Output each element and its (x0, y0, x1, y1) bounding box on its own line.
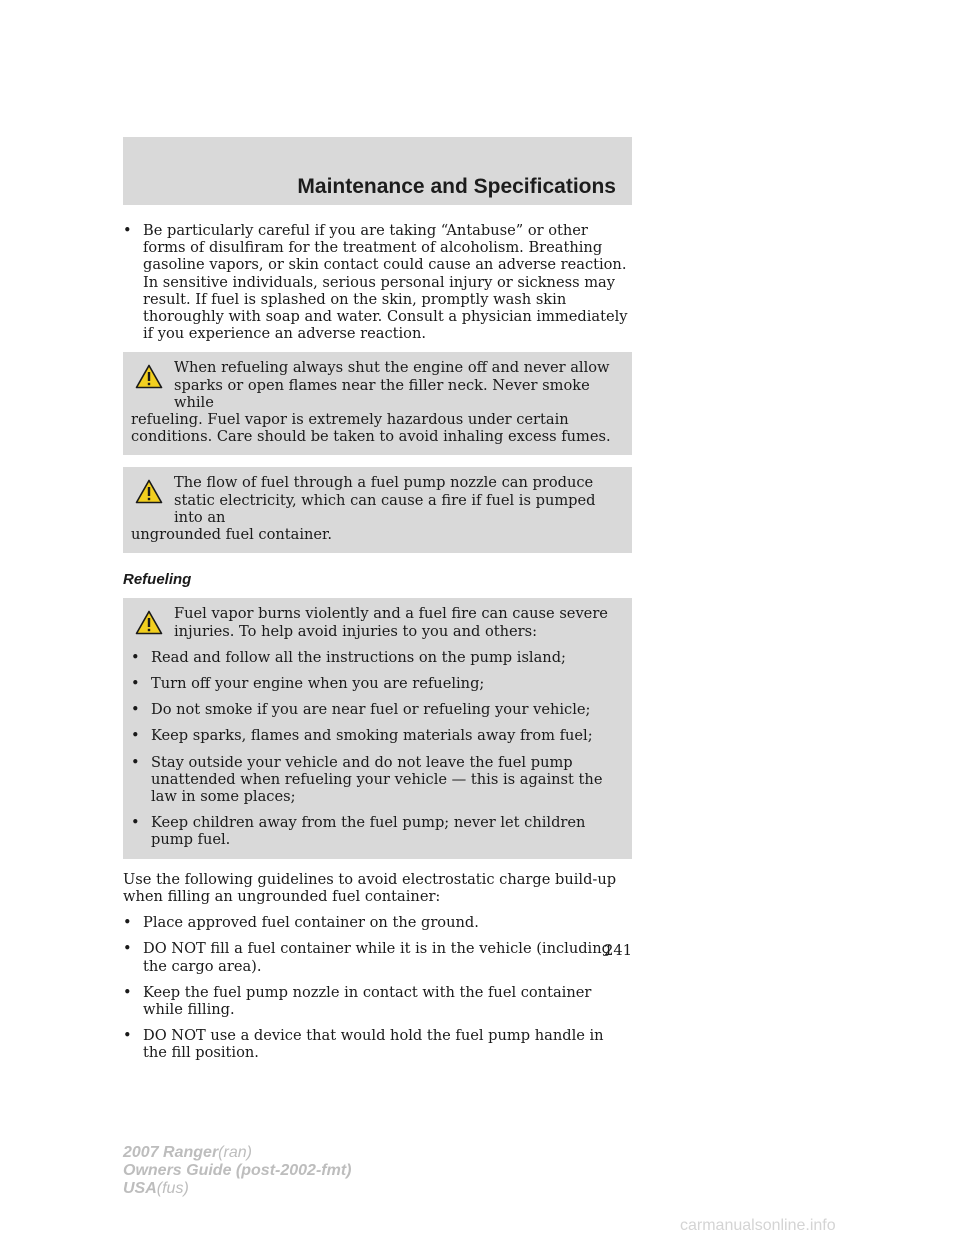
document-footer (123, 1144, 351, 1198)
list-item (123, 222, 632, 342)
bullet-mark: • (131, 701, 140, 719)
list-item (131, 754, 624, 806)
warning-triangle-icon (135, 479, 163, 504)
bullet-text: Stay outside your vehicle and do not leave the fuel pump unattended when refueling your vehicle — this is against the law in some places; (151, 753, 603, 806)
list-item (131, 675, 624, 692)
bullet-mark: • (123, 914, 132, 932)
list-item (131, 701, 624, 718)
bullet-mark: • (123, 983, 132, 1001)
list-item (123, 984, 632, 1018)
footer-model-code: (ran) (218, 1144, 252, 1161)
refueling-warning-box (123, 598, 632, 858)
warning-text: The flow of fuel through a fuel pump nozzle can produce static electricity, which can cause a fire if fuel is pumped into an (174, 474, 596, 526)
warning-triangle-icon (135, 610, 163, 635)
bullet-text: Do not smoke if you are near fuel or refueling your vehicle; (151, 701, 591, 719)
bullet-mark: • (123, 940, 132, 958)
bullet-mark: • (131, 753, 140, 771)
bullet-mark: • (131, 675, 140, 693)
bullet-mark: • (131, 814, 140, 832)
bullet-mark: • (123, 222, 132, 239)
bullet-text: Turn off your engine when you are refueling; (151, 675, 485, 693)
page-title: Maintenance and Specifications (297, 175, 616, 198)
guidelines-intro: Use the following guidelines to avoid electrostatic charge build-up when filling an ungrounded fuel container: (123, 870, 617, 905)
bullet-text: Be particularly careful if you are taking “Antabuse” or other forms of disulfiram for the treatment of alcoholism. Breathing gasoline vapors, or skin contact could cause an adverse reaction. In sensitive individuals, serious personal injury or sickness may result. If fuel is splashed on the skin, promptly wash skin thoroughly with soap and water. Consult a physician immediately if you experience an adverse reaction. (143, 222, 628, 343)
footer-line-region (123, 1180, 351, 1198)
footer-line-model (123, 1144, 351, 1162)
warning-box (123, 352, 632, 455)
bullet-mark: • (131, 727, 140, 745)
warning-text: Fuel vapor burns violently and a fuel fire can cause severe injuries. To help avoid injuries to you and others: (174, 605, 608, 640)
bullet-text: Keep the fuel pump nozzle in contact with the fuel container while filling. (143, 983, 592, 1018)
warning-first-lines (131, 474, 624, 526)
footer-model: 2007 Ranger (123, 1144, 219, 1161)
header-band (123, 137, 632, 205)
bullet-text: DO NOT use a device that would hold the fuel pump handle in the fill position. (143, 1027, 604, 1062)
page-number: 241 (604, 942, 632, 959)
watermark: carmanualsonline.info (680, 1217, 836, 1234)
footer-guide: Owners Guide (post-2002-fmt) (123, 1162, 352, 1179)
bullet-text: Keep children away from the fuel pump; never let children pump fuel. (151, 814, 586, 849)
page-content (123, 222, 632, 1071)
bullet-text: DO NOT fill a fuel container while it is in the vehicle (including the cargo area). (143, 940, 611, 975)
warning-text: When refueling always shut the engine off and never allow sparks or open flames near the filler neck. Never smoke while (174, 359, 610, 411)
bullet-text: Place approved fuel container on the ground. (143, 914, 479, 932)
warning-triangle-icon (135, 364, 163, 389)
bullet-mark: • (123, 1027, 132, 1045)
list-item (131, 649, 624, 666)
bullet-text: Keep sparks, flames and smoking materials away from fuel; (151, 727, 593, 745)
list-item (131, 814, 624, 848)
warning-first-lines (131, 605, 624, 639)
bullet-mark: • (131, 648, 140, 666)
list-item (123, 940, 632, 974)
footer-region-code: (fus) (156, 1180, 189, 1197)
list-item (131, 727, 624, 744)
list-item (123, 914, 632, 931)
list-item (123, 1027, 632, 1061)
warning-text-continued: refueling. Fuel vapor is extremely hazardous under certain conditions. Care should be taken to avoid inhaling excess fumes. (131, 411, 611, 446)
bullet-text: Read and follow all the instructions on the pump island; (151, 648, 566, 666)
section-heading-refueling: Refueling (123, 571, 192, 589)
footer-region: USA (123, 1180, 157, 1197)
warning-box (123, 467, 632, 553)
warning-first-lines (131, 359, 624, 411)
warning-text-continued: ungrounded fuel container. (131, 526, 333, 544)
